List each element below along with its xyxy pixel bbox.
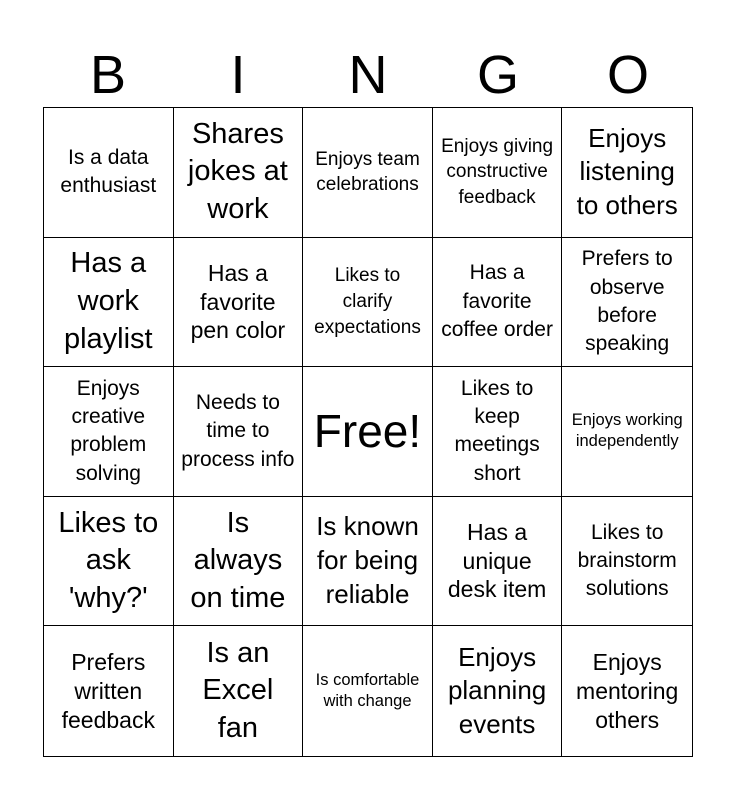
bingo-header xyxy=(43,44,693,106)
bingo-cell[interactable] xyxy=(303,108,433,238)
bingo-cell[interactable] xyxy=(562,497,692,627)
bingo-cell-text: Shares jokes at work xyxy=(187,117,288,226)
bingo-cell[interactable] xyxy=(433,108,563,238)
bingo-cell-text: Likes to clarify expectations xyxy=(314,265,421,338)
bingo-cell-text: Has a favorite coffee order xyxy=(441,261,553,342)
bingo-cell[interactable] xyxy=(44,367,174,497)
bingo-cell[interactable] xyxy=(44,497,174,627)
bingo-cell[interactable] xyxy=(174,108,304,238)
bingo-cell-text: Likes to ask 'why?' xyxy=(58,506,159,614)
bingo-cell-text: Enjoys planning events xyxy=(447,641,547,740)
bingo-cell[interactable] xyxy=(174,367,304,497)
bingo-cell[interactable] xyxy=(433,238,563,368)
header-letter-i: I xyxy=(230,45,246,105)
bingo-cell-text: Has a unique desk item xyxy=(447,518,547,603)
bingo-board xyxy=(43,107,693,757)
free-space-cell[interactable] xyxy=(303,367,433,497)
bingo-cell[interactable] xyxy=(433,367,563,497)
bingo-cell[interactable] xyxy=(174,238,304,368)
bingo-cell-text: Is an Excel fan xyxy=(202,636,274,745)
bingo-cell-text: Prefers written feedback xyxy=(61,649,155,733)
header-letter-n: N xyxy=(348,45,388,105)
bingo-cell[interactable] xyxy=(303,497,433,627)
bingo-cell-text: Has a favorite pen color xyxy=(190,259,286,344)
bingo-cell-text: Is always on time xyxy=(190,506,286,614)
header-letter-b: B xyxy=(89,45,127,105)
bingo-cell-text: Enjoys listening to others xyxy=(576,122,678,221)
bingo-cell[interactable] xyxy=(562,626,692,756)
bingo-cell-text: Enjoys giving constructive feedback xyxy=(441,135,554,209)
bingo-cell[interactable] xyxy=(303,238,433,368)
bingo-cell-text: Needs to time to process info xyxy=(181,390,295,471)
bingo-cell[interactable] xyxy=(44,238,174,368)
bingo-cell-text: Is a data enthusiast xyxy=(60,145,157,198)
bingo-cell[interactable] xyxy=(44,108,174,238)
bingo-cell-text: Is comfortable with change xyxy=(315,670,420,711)
bingo-cell[interactable] xyxy=(433,626,563,756)
bingo-cell[interactable] xyxy=(174,497,304,627)
bingo-cell-text: Prefers to observe before speaking xyxy=(581,247,673,356)
bingo-cell[interactable] xyxy=(562,238,692,368)
free-space-label: Free! xyxy=(313,405,422,458)
header-letter-o: O xyxy=(606,45,649,105)
bingo-cell-text: Is known for being reliable xyxy=(316,511,419,609)
bingo-cell-text: Has a work playlist xyxy=(63,247,153,355)
bingo-cell[interactable] xyxy=(433,497,563,627)
bingo-cell[interactable] xyxy=(174,626,304,756)
bingo-cell[interactable] xyxy=(44,626,174,756)
bingo-cell-text: Enjoys working independently xyxy=(571,411,683,451)
bingo-cell-text: Enjoys creative problem solving xyxy=(70,376,147,485)
bingo-cell-text: Likes to brainstorm solutions xyxy=(577,520,677,601)
header-letter-g: G xyxy=(476,45,519,105)
bingo-cell-text: Enjoys team celebrations xyxy=(315,148,420,196)
bingo-cell-text: Likes to keep meetings short xyxy=(454,376,540,485)
bingo-cell[interactable] xyxy=(562,367,692,497)
bingo-cell[interactable] xyxy=(562,108,692,238)
bingo-cell[interactable] xyxy=(303,626,433,756)
bingo-cell-text: Enjoys mentoring others xyxy=(576,649,679,733)
